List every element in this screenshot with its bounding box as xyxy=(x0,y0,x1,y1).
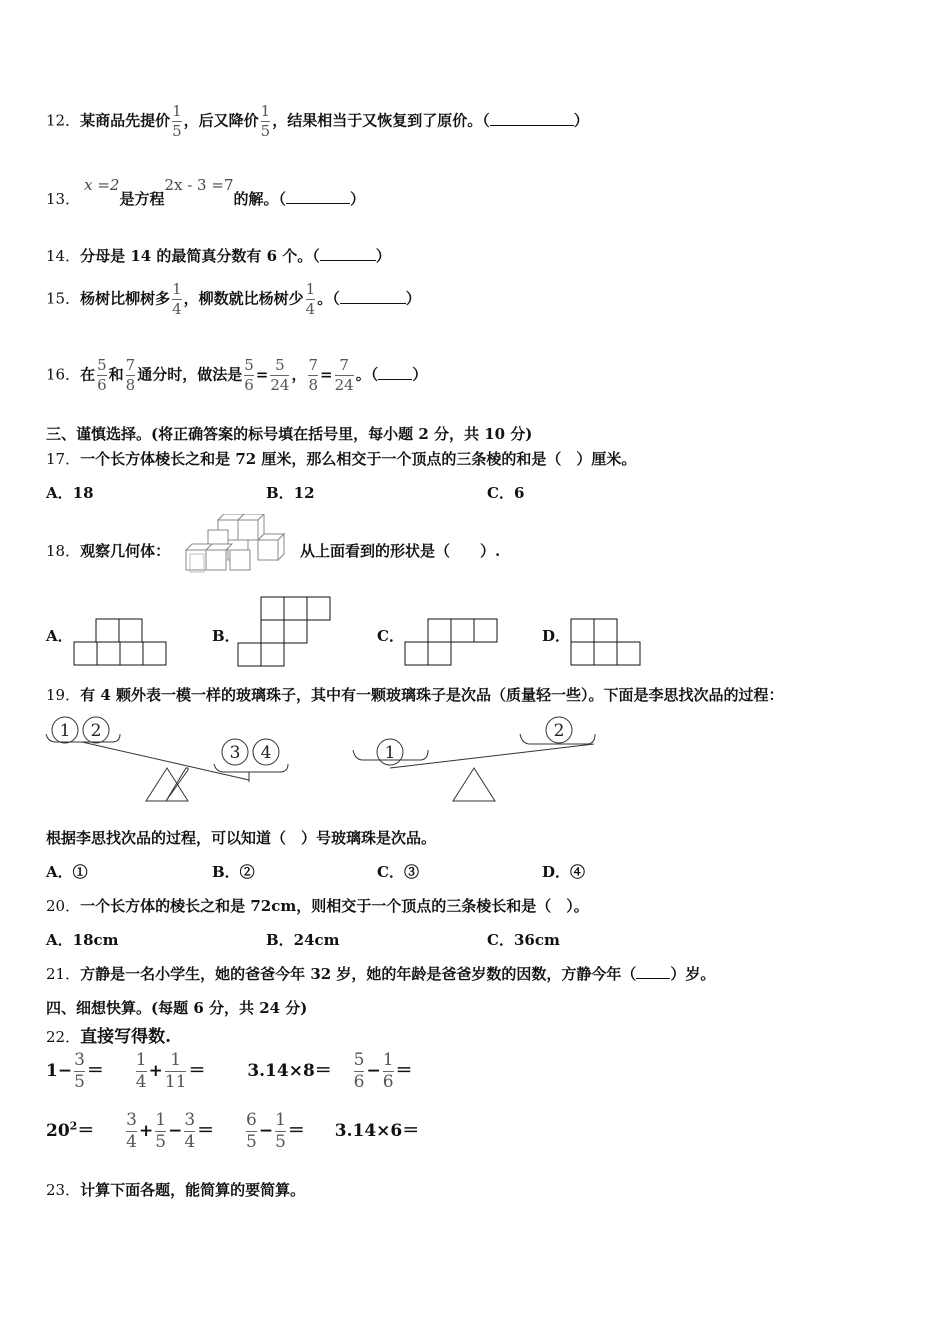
fraction: $\frac{1}{4}$ xyxy=(172,280,182,318)
answer-blank[interactable] xyxy=(636,963,670,979)
section-heading: 四、细想快算。(每题 6 分，共 24 分) xyxy=(46,999,308,1017)
fraction: $\frac{7}{8}$ xyxy=(308,356,319,394)
equation: x =2 xyxy=(84,176,120,194)
equation: 2x - 3 =7 xyxy=(164,176,234,194)
fraction: $\frac{5}{24}$ xyxy=(270,356,290,394)
option-d[interactable]: D．④ xyxy=(542,863,586,881)
fraction: $\frac{5}{6}$ xyxy=(97,356,107,394)
section-heading: 三、谨慎选择。(将正确答案的标号填在括号里，每小题 2 分，共 10 分) xyxy=(46,425,533,443)
question-21: 21．方静是一名小学生，她的爸爸今年 32 岁，她的年龄是爸爸岁数的因数，方静今年（ ）岁。 xyxy=(46,965,716,983)
fraction: $\frac{7}{8}$ xyxy=(125,356,136,394)
answer-blank[interactable] xyxy=(320,245,376,261)
question-17: 17．一个长方体棱长之和是 72 厘米，那么相交于一个顶点的三条棱的和是（ ）厘米。 xyxy=(46,450,637,468)
ball-1: 1 xyxy=(384,743,396,763)
fraction: $\frac{1}{5}$ xyxy=(172,102,182,140)
fraction: $\frac{1}{5}$ xyxy=(260,102,271,140)
question-12: 12．某商品先提价 $\frac{1}{5}$ ，后又降价 $\frac{1}{5}$ ，结果相当于又恢复到了原价。（ ） xyxy=(46,102,589,140)
ball-1: 1 xyxy=(59,721,71,741)
answer-blank[interactable] xyxy=(378,364,412,380)
option-a[interactable]: A．① xyxy=(46,863,88,881)
option-c[interactable]: C．6 xyxy=(487,484,525,502)
question-number: 12． xyxy=(46,111,81,130)
fraction: $\frac{1}{4}$ xyxy=(305,280,316,318)
option-b[interactable]: B．12 xyxy=(266,484,315,502)
question-18: 18．观察几何体： xyxy=(46,542,171,560)
question-19-follow: 根据李思找次品的过程，可以知道（ ）号玻璃珠是次品。 xyxy=(46,829,437,847)
answer-blank[interactable] xyxy=(340,288,406,304)
fraction: $\frac{5}{6}$ xyxy=(244,356,254,394)
option-b[interactable]: B．24cm xyxy=(266,931,340,949)
option-c[interactable]: C．36cm xyxy=(487,931,560,949)
question-15: 15．杨树比柳树多 $\frac{1}{4}$ ，柳数就比杨树少 $\frac{1}{4}$ 。（ ） xyxy=(46,280,421,318)
option-b[interactable]: B． xyxy=(212,627,240,645)
question-13: 13．x =2是方程2x - 3 =7的解。（ ） xyxy=(46,176,366,208)
ball-2: 2 xyxy=(553,721,565,741)
ball-3: 3 xyxy=(229,743,241,763)
option-c[interactable]: C．③ xyxy=(377,863,419,881)
question-16: 16．在 $\frac{5}{6}$ 和 $\frac{7}{8}$ 通分时，做法是 $\frac{5}{6}$ = $\frac{5}{24}$ ， $\frac{7}{8}$ = $\frac{7}{24}$ 。（ ） xyxy=(46,356,428,394)
option-c-shape[interactable] xyxy=(404,618,498,668)
option-a[interactable]: A．18 xyxy=(46,484,94,502)
option-d-shape[interactable] xyxy=(570,618,642,668)
question-22: 22．直接写得数. xyxy=(46,1027,172,1047)
option-b-shape[interactable] xyxy=(237,596,331,668)
cube-figure xyxy=(184,514,294,580)
balance-scales xyxy=(44,714,604,804)
question-20: 20．一个长方体的棱长之和是 72cm，则相交于一个顶点的三条棱长和是（ ）。 xyxy=(46,897,589,915)
option-a[interactable]: A． xyxy=(46,627,73,645)
answer-blank[interactable] xyxy=(286,188,350,204)
question-14: 14．分母是 14 的最简真分数有 6 个。（ ） xyxy=(46,247,391,265)
ball-2: 2 xyxy=(90,721,102,741)
fraction: $\frac{7}{24}$ xyxy=(334,356,354,394)
answer-blank[interactable] xyxy=(490,110,574,126)
option-b[interactable]: B．② xyxy=(212,863,255,881)
question-19: 19．有 4 颗外表一模一样的玻璃珠子，其中有一颗玻璃珠子是次品（质量轻一些）。下面是李思找次品的过程： xyxy=(46,686,784,704)
option-a-shape[interactable] xyxy=(73,618,167,668)
calc-row-1: 1− $\frac{3}{5}$ ＝ $\frac{1}{4}$ + $\frac{1}{11}$ ＝ 3.14×8＝ $\frac{5}{6}$ − $\frac{1}{6}$ ＝ xyxy=(46,1050,413,1092)
option-c[interactable]: C． xyxy=(377,627,404,645)
question-23: 23．计算下面各题，能简算的要简算。 xyxy=(46,1181,306,1199)
question-18-prompt: 从上面看到的形状是（ ）. xyxy=(300,542,501,560)
calc-row-2: $20^2=$ $\frac{3}{4}$ + $\frac{1}{5}$ − $\frac{3}{4}$ ＝ $\frac{6}{5}$ − $\frac{1}{5}$ ＝ 3.14×6＝ xyxy=(46,1110,420,1152)
option-d[interactable]: D． xyxy=(542,627,571,645)
option-a[interactable]: A．18cm xyxy=(46,931,119,949)
ball-4: 4 xyxy=(260,743,272,763)
